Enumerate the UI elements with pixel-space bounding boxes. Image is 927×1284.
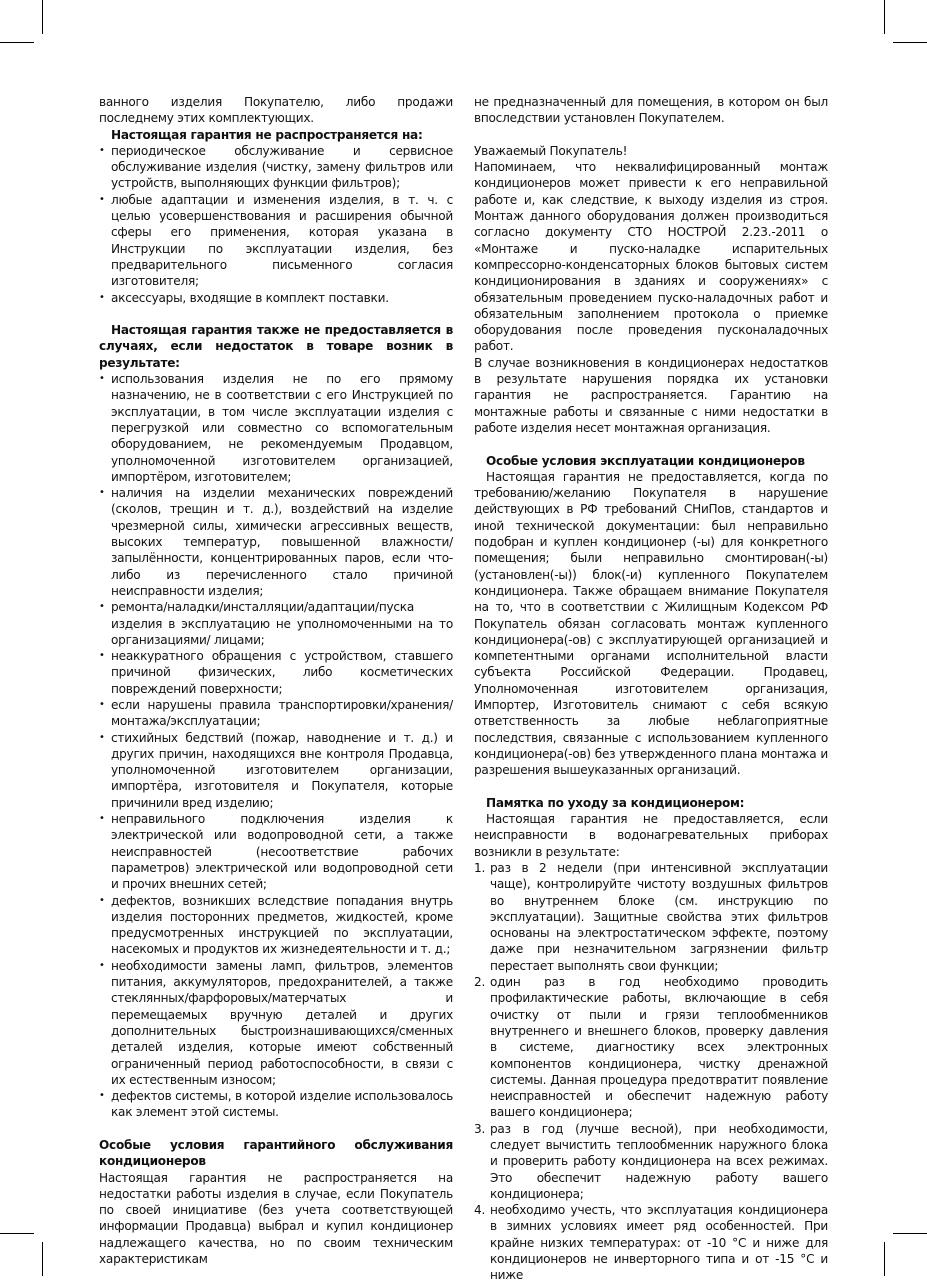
item-number: 2. (474, 975, 486, 990)
item-text: раз в 2 недели (при интенсивной эксплуатации чаще), контролируйте чистоту воздушных фильтров во внутреннем блоке (см. инструкцию по эксплуатации). Защитные свойства этих фильтров основаны на электростатическом эффекте, поэтому даже при незначительном загрязнении фильтр перестает выполнять свои функции; (490, 860, 828, 973)
warranty-not-apply-heading: Настоящая гарантия не распространяется на: (111, 127, 423, 142)
list-item: • аксессуары, входящие в комплект поставки. (99, 290, 453, 306)
list-item (474, 1202, 828, 1283)
crop-mark (884, 0, 885, 34)
item-number: 4. (474, 1203, 486, 1218)
list-item: • неправильного подключения изделия к электрической или водопроводной сети, а также неисправностей (несоответствие рабочих параметров) электрической или водопроводной сети и прочих внешних сетей; (99, 811, 453, 892)
crop-mark (893, 42, 927, 43)
list-item (474, 860, 828, 974)
special-warranty-text: Настоящая гарантия не распространяется на недостатки работы изделия в случае, если Покупатель по своей инициативе (без учета соответствующей информации Продавца) выбрал и купил кондиционер надлежащего качества, но по своим техническим характеристикам (99, 1170, 453, 1267)
warranty-not-apply-list (99, 143, 453, 306)
list-item (474, 974, 828, 1121)
special-operation-heading: Особые условия эксплуатации кондиционеров (486, 453, 805, 468)
crop-mark (0, 1233, 34, 1234)
reminder-text: Напоминаем, что неквалифицированный монтаж кондиционеров может привести к его неправильной работе и, как следствие, к выходу изделия из строя. Монтаж данного оборудования должен производиться согласно документу СТО НОСТРОЙ 2.23.-2011 о «Монтаже и пуско-наладке испарительных компрессорно-конденсаторных блоков бытовых систем кондиционирования в зданиях и сооружениях» с обязательным проведением пуско-наладочных работ и обязательным заполнением протокола о приемке оборудования после проведения пусконаладочных работ. (474, 160, 828, 354)
care-memo-intro: Настоящая гарантия не предоставляется, если неисправности в водонагревательных приборах возникли в результате: (474, 812, 828, 859)
list-item: • стихийных бедствий (пожар, наводнение и т. д.) и других причин, находящихся вне контроля Продавца, уполномоченной изготовителем организации, импортёра, изготовителя и Покупателя, которые причинили вред изделию; (99, 730, 453, 811)
item-text: раз в год (лучше весной), при необходимости, следует вычистить теплообменник наружного блока и проверить работу кондиционера на всех режимах. Это обеспечит надежную работу вашего кондиционера; (490, 1121, 828, 1201)
right-column (474, 94, 828, 1284)
crop-mark (42, 1242, 43, 1276)
crop-mark (42, 0, 43, 34)
continuation-text: не предназначенный для помещения, в котором он был впоследствии установлен Покупателем. (474, 95, 828, 126)
item-text: необходимо учесть, что эксплуатация кондиционера в зимних условиях имеет ряд особенностей. При крайне низких температурах: от -10 °С и ниже для кондиционеров не инверторного типа и от -15 °С и ниже (490, 1203, 828, 1283)
list-item: • если нарушены правила транспортировки/хранения/монтажа/эксплуатации; (99, 697, 453, 730)
list-item: • ремонта/наладки/инсталляции/адаптации/пуска изделия в эксплуатацию не уполномоченными на то организациями/ лицами; (99, 599, 453, 648)
list-item: • любые адаптации и изменения изделия, в т. ч. с целью усовершенствования и расширения обычной сферы его применения, которая указана в Инструкции по эксплуатации изделия, без предварительного письменного согласия изготовителя; (99, 192, 453, 290)
crop-mark (0, 42, 34, 43)
list-item: • неаккуратного обращения с устройством, ставшего причиной физических, либо косметических повреждений поверхности; (99, 648, 453, 697)
item-number: 3. (474, 1121, 486, 1136)
care-memo-list (474, 860, 828, 1284)
list-item: • периодическое обслуживание и сервисное обслуживание изделия (чистку, замену фильтров или устройств, выполняющих функции фильтров); (99, 143, 453, 192)
special-operation-text: Настоящая гарантия не предоставляется, когда по требованию/желанию Покупателя в нарушение действующих в РФ требований СНиПов, стандартов и иной технической документации: был неправильно подобран и куплен кондиционер (-ы) для конкретного помещения; были неправильно смонтирован(-ы) (установлен(-ы)) блок(-и) купленного Покупателем кондиционера. Также обращаем внимание Покупателя на то, что в соответствии с Жилищным Кодексом РФ Покупатель обязан согласовать монтаж купленного кондиционера(-ов) с эксплуатирующей организацией и компетентными органами исполнительной власти субъекта Российской Федерации. Продавец, Уполномоченная изготовителем организация, Импортер, Изготовитель снимают с себя всякую ответственность за любые неблагоприятные последствия, связанные с использованием купленного кондиционера(-ов) без утвержденного плана монтажа и разрешения вышеуказанных организаций. (474, 469, 828, 778)
list-item: • дефектов системы, в которой изделие использовалось как элемент этой системы. (99, 1088, 453, 1121)
list-item: • наличия на изделии механических повреждений (сколов, трещин и т. д.), воздействий на изделие чрезмерной силы, химически агрессивных веществ, высоких температур, повышенной влажности/запылённости, концентрированных паров, если что-либо из перечисленного стало причиной неисправности изделия; (99, 485, 453, 599)
crop-mark (884, 1242, 885, 1276)
special-warranty-heading: Особые условия гарантийного обслуживания кондиционеров (99, 1138, 453, 1169)
warranty-not-provided-heading: Настоящая гарантия также не предоставляется в случаях, если недостаток в товаре возник в результате: (99, 323, 453, 370)
list-item (474, 1121, 828, 1202)
left-column (99, 94, 453, 1267)
intro-tail: ванного изделия Покупателю, либо продажи последнему этих комплектующих. (99, 95, 453, 126)
installation-note: В случае возникновения в кондиционерах недостатков в результате нарушения порядка их установки гарантия не распространяется. Гарантию на монтажные работы и связанные с ними недостатки в работе изделия несет монтажная организация. (474, 355, 828, 435)
greeting: Уважаемый Покупатель! (474, 143, 628, 158)
crop-mark (893, 1233, 927, 1234)
list-item: • использования изделия не по его прямому назначению, не в соответствии с его Инструкцией по эксплуатации, в том числе эксплуатации изделия с перегрузкой или совместно со вспомогательным оборудованием, не рекомендуемым Продавцом, уполномоченной изготовителем организацией, импортёром, изготовителем; (99, 371, 453, 485)
item-number: 1. (474, 860, 486, 875)
list-item: • дефектов, возникших вследствие попадания внутрь изделия посторонних предметов, жидкостей, кроме предусмотренных инструкцией по эксплуатации, насекомых и продуктов их жизнедеятельности и т. д.; (99, 893, 453, 958)
care-memo-heading: Памятка по уходу за кондиционером: (486, 795, 745, 810)
warranty-not-provided-list (99, 371, 453, 1121)
list-item: • необходимости замены ламп, фильтров, элементов питания, аккумуляторов, предохранителей, а также стеклянных/фарфоровых/матерчатых и перемещаемых вручную деталей и других дополнительных быстроизнашивающихся/сменных деталей изделия, которые имеют собственный ограниченный период работоспособности, в связи с их естественным износом; (99, 958, 453, 1088)
item-text: один раз в год необходимо проводить профилактические работы, включающие в себя очистку от пыли и грязи теплообменников внутреннего и внешнего блоков, проверку давления в системе, диагностику всех электронных компонентов кондиционера, чистку дренажной системы. Данная процедура предотвратит появление неисправностей и обеспечит надежную работу вашего кондиционера; (490, 975, 828, 1120)
